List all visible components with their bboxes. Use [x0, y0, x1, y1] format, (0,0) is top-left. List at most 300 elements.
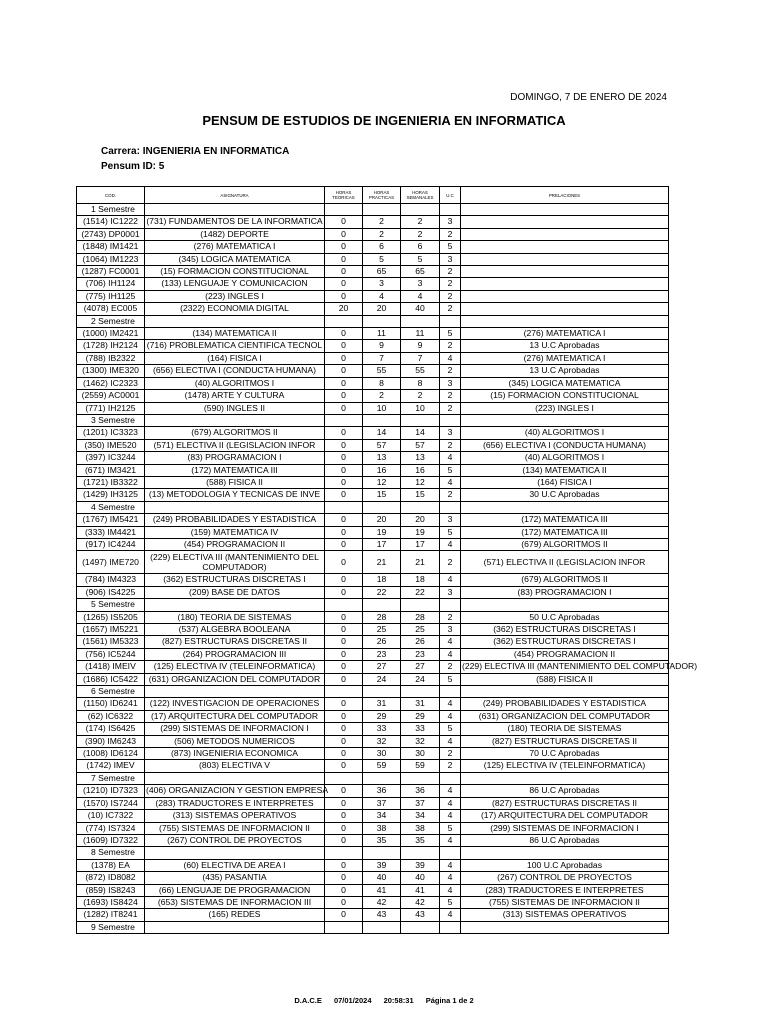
cell-cod: (1570) IS7244: [77, 797, 145, 809]
empty-cell: [363, 501, 401, 513]
cell-prelaciones: 50 U.C Aprobadas: [461, 611, 669, 623]
cell-prelaciones: (83) PROGRAMACION I: [461, 586, 669, 598]
cell-horas-teoricas: 0: [325, 661, 363, 673]
cell-horas-practicas: 2: [363, 216, 401, 228]
cell-horas-semanales: 15: [401, 489, 440, 501]
cell-uc: 2: [440, 439, 461, 451]
cell-uc: 4: [440, 834, 461, 846]
cell-horas-teoricas: 0: [325, 896, 363, 908]
table-row: [77, 624, 669, 636]
cell-horas-teoricas: 0: [325, 735, 363, 747]
cell-horas-teoricas: 0: [325, 586, 363, 598]
cell-cod: (671) IM3421: [77, 464, 145, 476]
cell-prelaciones: [461, 266, 669, 278]
cell-horas-semanales: 6: [401, 241, 440, 253]
cell-horas-practicas: 38: [363, 822, 401, 834]
cell-horas-teoricas: 0: [325, 822, 363, 834]
semester-row: [77, 414, 669, 426]
cell-horas-teoricas: 0: [325, 624, 363, 636]
cell-cod: (1418) IMEIV: [77, 661, 145, 673]
cell-prelaciones: [461, 253, 669, 265]
cell-uc: 2: [440, 365, 461, 377]
cell-horas-semanales: 5: [401, 253, 440, 265]
table-header-row: [77, 187, 669, 204]
cell-horas-practicas: 14: [363, 427, 401, 439]
cell-uc: 4: [440, 452, 461, 464]
cell-cod: (1693) IS8424: [77, 896, 145, 908]
cell-prelaciones: [461, 216, 669, 228]
table-row: [77, 810, 669, 822]
table-row: [77, 303, 669, 315]
cell-uc: 4: [440, 574, 461, 586]
cell-horas-teoricas: 0: [325, 710, 363, 722]
cell-horas-practicas: 59: [363, 760, 401, 772]
cell-asignatura: (122) INVESTIGACION DE OPERACIONES: [145, 698, 325, 710]
cell-cod: (1497) IME720: [77, 551, 145, 574]
cell-asignatura: (506) METODOS NUMERICOS: [145, 735, 325, 747]
pensum-table-body: [77, 204, 698, 934]
cell-cod: (1150) ID6241: [77, 698, 145, 710]
table-row: [77, 710, 669, 722]
cell-asignatura: (15) FORMACION CONSTITUCIONAL: [145, 266, 325, 278]
cell-uc: 3: [440, 253, 461, 265]
cell-horas-teoricas: 0: [325, 859, 363, 871]
cell-horas-semanales: 40: [401, 303, 440, 315]
cell-prelaciones: 70 U.C Aprobadas: [461, 748, 669, 760]
cell-horas-teoricas: 0: [325, 538, 363, 550]
cell-horas-practicas: 43: [363, 909, 401, 921]
cell-horas-teoricas: 0: [325, 909, 363, 921]
cell-horas-teoricas: 0: [325, 551, 363, 574]
cell-uc: 5: [440, 822, 461, 834]
cell-horas-practicas: 10: [363, 402, 401, 414]
cell-asignatura: (223) INGLES I: [145, 290, 325, 302]
empty-cell: [363, 315, 401, 327]
cell-horas-teoricas: 0: [325, 785, 363, 797]
cell-horas-practicas: 27: [363, 661, 401, 673]
cell-horas-practicas: 16: [363, 464, 401, 476]
cell-horas-semanales: 29: [401, 710, 440, 722]
semester-label: 1 Semestre: [77, 204, 145, 216]
cell-prelaciones: (180) TEORIA DE SISTEMAS: [461, 723, 669, 735]
cell-horas-semanales: 34: [401, 810, 440, 822]
table-row: [77, 365, 669, 377]
empty-cell: [461, 414, 669, 426]
col-header-horas-semanales: HORAS SEMANALES: [401, 187, 440, 204]
table-row: [77, 464, 669, 476]
cell-asignatura: (571) ELECTIVA II (LEGISLACION INFOR: [145, 439, 325, 451]
cell-prelaciones: (755) SISTEMAS DE INFORMACION II: [461, 896, 669, 908]
table-row: [77, 390, 669, 402]
cell-cod: (4078) EC005: [77, 303, 145, 315]
col-header-cod: COD.: [77, 187, 145, 204]
cell-horas-practicas: 2: [363, 390, 401, 402]
footer-time: 20:58:31: [383, 996, 414, 1005]
cell-asignatura: (13) METODOLOGIA Y TECNICAS DE INVE: [145, 489, 325, 501]
cell-prelaciones: (172) MATEMATICA III: [461, 526, 669, 538]
cell-horas-teoricas: 0: [325, 574, 363, 586]
cell-prelaciones: 86 U.C Aprobadas: [461, 785, 669, 797]
table-row: [77, 253, 669, 265]
cell-horas-semanales: 2: [401, 390, 440, 402]
cell-horas-practicas: 25: [363, 624, 401, 636]
col-header-asignatura: ASIGNATURA: [145, 187, 325, 204]
cell-horas-practicas: 24: [363, 673, 401, 685]
pensum-table: [76, 186, 698, 934]
table-row: [77, 586, 669, 598]
cell-uc: 4: [440, 859, 461, 871]
cell-uc: 3: [440, 514, 461, 526]
cell-horas-teoricas: 0: [325, 476, 363, 488]
cell-prelaciones: (276) MATEMATICA I: [461, 352, 669, 364]
semester-row: [77, 686, 669, 698]
cell-cod: (1609) ID7322: [77, 834, 145, 846]
table-row: [77, 896, 669, 908]
cell-asignatura: (679) ALGORITMOS II: [145, 427, 325, 439]
cell-horas-teoricas: 0: [325, 698, 363, 710]
empty-cell: [401, 204, 440, 216]
cell-asignatura: (588) FISICA II: [145, 476, 325, 488]
cell-prelaciones: (249) PROBABILIDADES Y ESTADISTICA: [461, 698, 669, 710]
cell-prelaciones: 13 U.C Aprobadas: [461, 365, 669, 377]
cell-horas-semanales: 2: [401, 216, 440, 228]
semester-row: [77, 315, 669, 327]
cell-horas-practicas: 5: [363, 253, 401, 265]
empty-cell: [145, 847, 325, 859]
cell-prelaciones: (125) ELECTIVA IV (TELEINFORMATICA): [461, 760, 669, 772]
empty-cell: [145, 501, 325, 513]
semester-row: [77, 501, 669, 513]
table-row: [77, 216, 669, 228]
empty-cell: [145, 204, 325, 216]
cell-cod: (1201) IC3323: [77, 427, 145, 439]
cell-horas-semanales: 10: [401, 402, 440, 414]
cell-horas-semanales: 43: [401, 909, 440, 921]
empty-cell: [440, 315, 461, 327]
cell-horas-practicas: 9: [363, 340, 401, 352]
table-row: [77, 574, 669, 586]
cell-horas-semanales: 9: [401, 340, 440, 352]
cell-horas-semanales: 38: [401, 822, 440, 834]
cell-prelaciones: (134) MATEMATICA II: [461, 464, 669, 476]
cell-uc: 2: [440, 661, 461, 673]
empty-cell: [440, 686, 461, 698]
cell-horas-teoricas: 0: [325, 489, 363, 501]
cell-uc: 2: [440, 760, 461, 772]
empty-cell: [145, 599, 325, 611]
table-row: [77, 551, 669, 574]
table-row: [77, 785, 669, 797]
cell-cod: (1064) IM1223: [77, 253, 145, 265]
cell-horas-teoricas: 0: [325, 452, 363, 464]
cell-horas-practicas: 40: [363, 872, 401, 884]
cell-uc: 5: [440, 896, 461, 908]
cell-horas-teoricas: 0: [325, 278, 363, 290]
empty-cell: [325, 204, 363, 216]
empty-cell: [401, 501, 440, 513]
cell-horas-practicas: 3: [363, 278, 401, 290]
cell-cod: (1300) IME320: [77, 365, 145, 377]
table-row: [77, 278, 669, 290]
cell-horas-teoricas: 0: [325, 514, 363, 526]
semester-row: [77, 204, 669, 216]
cell-cod: (784) IM4323: [77, 574, 145, 586]
table-row: [77, 698, 669, 710]
cell-asignatura: (209) BASE DE DATOS: [145, 586, 325, 598]
table-row: [77, 476, 669, 488]
table-row: [77, 538, 669, 550]
cell-horas-practicas: 30: [363, 748, 401, 760]
cell-horas-semanales: 12: [401, 476, 440, 488]
table-row: [77, 748, 669, 760]
cell-horas-practicas: 41: [363, 884, 401, 896]
empty-cell: [325, 414, 363, 426]
col-header-prelaciones: PRELACIONES: [461, 187, 669, 204]
table-row: [77, 859, 669, 871]
empty-cell: [461, 204, 669, 216]
cell-horas-teoricas: 0: [325, 365, 363, 377]
empty-cell: [440, 847, 461, 859]
cell-asignatura: (362) ESTRUCTURAS DISCRETAS I: [145, 574, 325, 586]
cell-horas-semanales: 22: [401, 586, 440, 598]
table-row: [77, 427, 669, 439]
cell-asignatura: (165) REDES: [145, 909, 325, 921]
cell-horas-semanales: 31: [401, 698, 440, 710]
cell-uc: 3: [440, 216, 461, 228]
cell-horas-semanales: 19: [401, 526, 440, 538]
cell-cod: (771) IH2125: [77, 402, 145, 414]
cell-prelaciones: [461, 290, 669, 302]
cell-asignatura: (537) ALGEBRA BOOLEANA: [145, 624, 325, 636]
empty-cell: [363, 921, 401, 933]
cell-asignatura: (1482) DEPORTE: [145, 228, 325, 240]
table-row: [77, 822, 669, 834]
empty-cell: [363, 599, 401, 611]
cell-cod: (917) IC4244: [77, 538, 145, 550]
cell-horas-teoricas: 0: [325, 390, 363, 402]
cell-uc: 5: [440, 464, 461, 476]
cell-prelaciones: (631) ORGANIZACION DEL COMPUTADOR: [461, 710, 669, 722]
cell-uc: 2: [440, 266, 461, 278]
cell-horas-practicas: 31: [363, 698, 401, 710]
cell-prelaciones: (164) FISICA I: [461, 476, 669, 488]
table-row: [77, 340, 669, 352]
cell-horas-teoricas: 0: [325, 526, 363, 538]
cell-asignatura: (180) TEORIA DE SISTEMAS: [145, 611, 325, 623]
cell-horas-practicas: 20: [363, 303, 401, 315]
cell-cod: (62) IC6322: [77, 710, 145, 722]
semester-row: [77, 921, 669, 933]
empty-cell: [401, 847, 440, 859]
cell-cod: (788) IB2322: [77, 352, 145, 364]
semester-row: [77, 847, 669, 859]
cell-horas-teoricas: 0: [325, 216, 363, 228]
cell-horas-practicas: 12: [363, 476, 401, 488]
empty-cell: [461, 847, 669, 859]
cell-asignatura: (133) LENGUAJE Y COMUNICACION: [145, 278, 325, 290]
cell-asignatura: (249) PROBABILIDADES Y ESTADISTICA: [145, 514, 325, 526]
cell-asignatura: (60) ELECTIVA DE AREA I: [145, 859, 325, 871]
cell-prelaciones: [461, 278, 669, 290]
cell-prelaciones: (283) TRADUCTORES E INTERPRETES: [461, 884, 669, 896]
table-row: [77, 909, 669, 921]
cell-prelaciones: (345) LOGICA MATEMATICA: [461, 377, 669, 389]
cell-uc: 5: [440, 328, 461, 340]
empty-cell: [440, 599, 461, 611]
cell-horas-teoricas: 0: [325, 464, 363, 476]
cell-horas-teoricas: 0: [325, 834, 363, 846]
table-row: [77, 723, 669, 735]
cell-horas-semanales: 13: [401, 452, 440, 464]
table-row: [77, 266, 669, 278]
cell-horas-semanales: 41: [401, 884, 440, 896]
cell-uc: 2: [440, 390, 461, 402]
table-row: [77, 526, 669, 538]
cell-prelaciones: (656) ELECTIVA I (CONDUCTA HUMANA): [461, 439, 669, 451]
semester-label: 8 Semestre: [77, 847, 145, 859]
semester-label: 4 Semestre: [77, 501, 145, 513]
table-row: [77, 735, 669, 747]
empty-cell: [325, 686, 363, 698]
table-row: [77, 439, 669, 451]
empty-cell: [440, 501, 461, 513]
empty-cell: [363, 204, 401, 216]
cell-prelaciones: (362) ESTRUCTURAS DISCRETAS I: [461, 624, 669, 636]
cell-uc: 2: [440, 402, 461, 414]
semester-label: 7 Semestre: [77, 772, 145, 784]
cell-horas-practicas: 19: [363, 526, 401, 538]
cell-uc: 4: [440, 698, 461, 710]
cell-horas-semanales: 21: [401, 551, 440, 574]
cell-horas-practicas: 39: [363, 859, 401, 871]
semester-label: 6 Semestre: [77, 686, 145, 698]
cell-asignatura: (631) ORGANIZACION DEL COMPUTADOR: [145, 673, 325, 685]
cell-uc: 2: [440, 303, 461, 315]
cell-asignatura: (454) PROGRAMACION II: [145, 538, 325, 550]
empty-cell: [145, 414, 325, 426]
cell-prelaciones: (229) ELECTIVA III (MANTENIMIENTO DEL COMPUTADOR): [462, 661, 698, 672]
cell-cod: (174) IS6425: [77, 723, 145, 735]
cell-horas-semanales: 14: [401, 427, 440, 439]
cell-horas-practicas: 57: [363, 439, 401, 451]
cell-prelaciones: (588) FISICA II: [461, 673, 669, 685]
cell-horas-teoricas: 0: [325, 884, 363, 896]
cell-horas-teoricas: 0: [325, 241, 363, 253]
cell-prelaciones: [461, 228, 669, 240]
empty-cell: [461, 501, 669, 513]
cell-horas-teoricas: 0: [325, 290, 363, 302]
cell-prelaciones: 100 U.C Aprobadas: [461, 859, 669, 871]
cell-horas-teoricas: 0: [325, 673, 363, 685]
pensum-id-label: Pensum ID: 5: [101, 161, 165, 172]
cell-horas-practicas: 21: [363, 551, 401, 574]
cell-uc: 2: [440, 290, 461, 302]
empty-cell: [363, 414, 401, 426]
carrera-label: Carrera: INGENIERIA EN INFORMATICA: [101, 146, 290, 157]
cell-horas-semanales: 16: [401, 464, 440, 476]
cell-horas-practicas: 2: [363, 228, 401, 240]
cell-horas-semanales: 11: [401, 328, 440, 340]
table-row: [77, 834, 669, 846]
cell-cod: (1429) IH3125: [77, 489, 145, 501]
page-title: PENSUM DE ESTUDIOS DE INGENIERIA EN INFORMATICA: [202, 113, 566, 128]
cell-horas-practicas: 26: [363, 636, 401, 648]
cell-horas-practicas: 4: [363, 290, 401, 302]
cell-asignatura: (716) PROBLEMATICA CIENTIFICA TECNOL: [145, 340, 325, 352]
empty-cell: [401, 599, 440, 611]
cell-prelaciones: (362) ESTRUCTURAS DISCRETAS I: [461, 636, 669, 648]
empty-cell: [325, 847, 363, 859]
cell-prelaciones: (276) MATEMATICA I: [461, 328, 669, 340]
table-row: [77, 228, 669, 240]
cell-cod: (1561) IM5323: [77, 636, 145, 648]
cell-cod: (1848) IM1421: [77, 241, 145, 253]
empty-cell: [325, 599, 363, 611]
cell-prelaciones: 30 U.C Aprobadas: [461, 489, 669, 501]
cell-horas-semanales: 17: [401, 538, 440, 550]
cell-prelaciones: (17) ARQUITECTURA DEL COMPUTADOR: [461, 810, 669, 822]
empty-cell: [440, 921, 461, 933]
cell-horas-semanales: 8: [401, 377, 440, 389]
cell-horas-semanales: 36: [401, 785, 440, 797]
empty-cell: [363, 686, 401, 698]
cell-horas-practicas: 22: [363, 586, 401, 598]
cell-uc: 4: [440, 648, 461, 660]
cell-prelaciones: (313) SISTEMAS OPERATIVOS: [461, 909, 669, 921]
cell-cod: (1462) IC2323: [77, 377, 145, 389]
cell-cod: (1008) ID6124: [77, 748, 145, 760]
empty-cell: [325, 921, 363, 933]
semester-label: 2 Semestre: [77, 315, 145, 327]
cell-prelaciones: (267) CONTROL DE PROYECTOS: [461, 872, 669, 884]
empty-cell: [440, 414, 461, 426]
cell-prelaciones: (827) ESTRUCTURAS DISCRETAS II: [461, 797, 669, 809]
table-row: [77, 648, 669, 660]
cell-cod: (1728) IH2124: [77, 340, 145, 352]
table-row: [77, 328, 669, 340]
cell-horas-semanales: 40: [401, 872, 440, 884]
cell-asignatura: (159) MATEMATICA IV: [145, 526, 325, 538]
cell-horas-practicas: 23: [363, 648, 401, 660]
cell-uc: 4: [440, 538, 461, 550]
cell-horas-teoricas: 0: [325, 266, 363, 278]
footer-date: 07/01/2024: [333, 996, 372, 1005]
cell-horas-semanales: 32: [401, 735, 440, 747]
cell-horas-semanales: 28: [401, 611, 440, 623]
table-row: [77, 241, 669, 253]
cell-uc: 4: [440, 785, 461, 797]
table-row: [77, 611, 669, 623]
cell-asignatura: (313) SISTEMAS OPERATIVOS: [145, 810, 325, 822]
cell-horas-teoricas: 0: [325, 723, 363, 735]
cell-prelaciones: [461, 241, 669, 253]
footer-org: D.A.C.E: [294, 996, 322, 1005]
table-row: [77, 760, 669, 772]
cell-asignatura: (345) LOGICA MATEMATICA: [145, 253, 325, 265]
table-row: [77, 290, 669, 302]
cell-horas-teoricas: 0: [325, 636, 363, 648]
cell-asignatura: (283) TRADUCTORES E INTERPRETES: [145, 797, 325, 809]
cell-horas-practicas: 20: [363, 514, 401, 526]
empty-cell: [363, 847, 401, 859]
cell-cod: (774) IS7324: [77, 822, 145, 834]
cell-uc: 3: [440, 624, 461, 636]
cell-horas-semanales: 30: [401, 748, 440, 760]
cell-horas-teoricas: 0: [325, 377, 363, 389]
empty-cell: [145, 772, 325, 784]
cell-asignatura: (755) SISTEMAS DE INFORMACION II: [145, 822, 325, 834]
cell-horas-teoricas: 0: [325, 427, 363, 439]
